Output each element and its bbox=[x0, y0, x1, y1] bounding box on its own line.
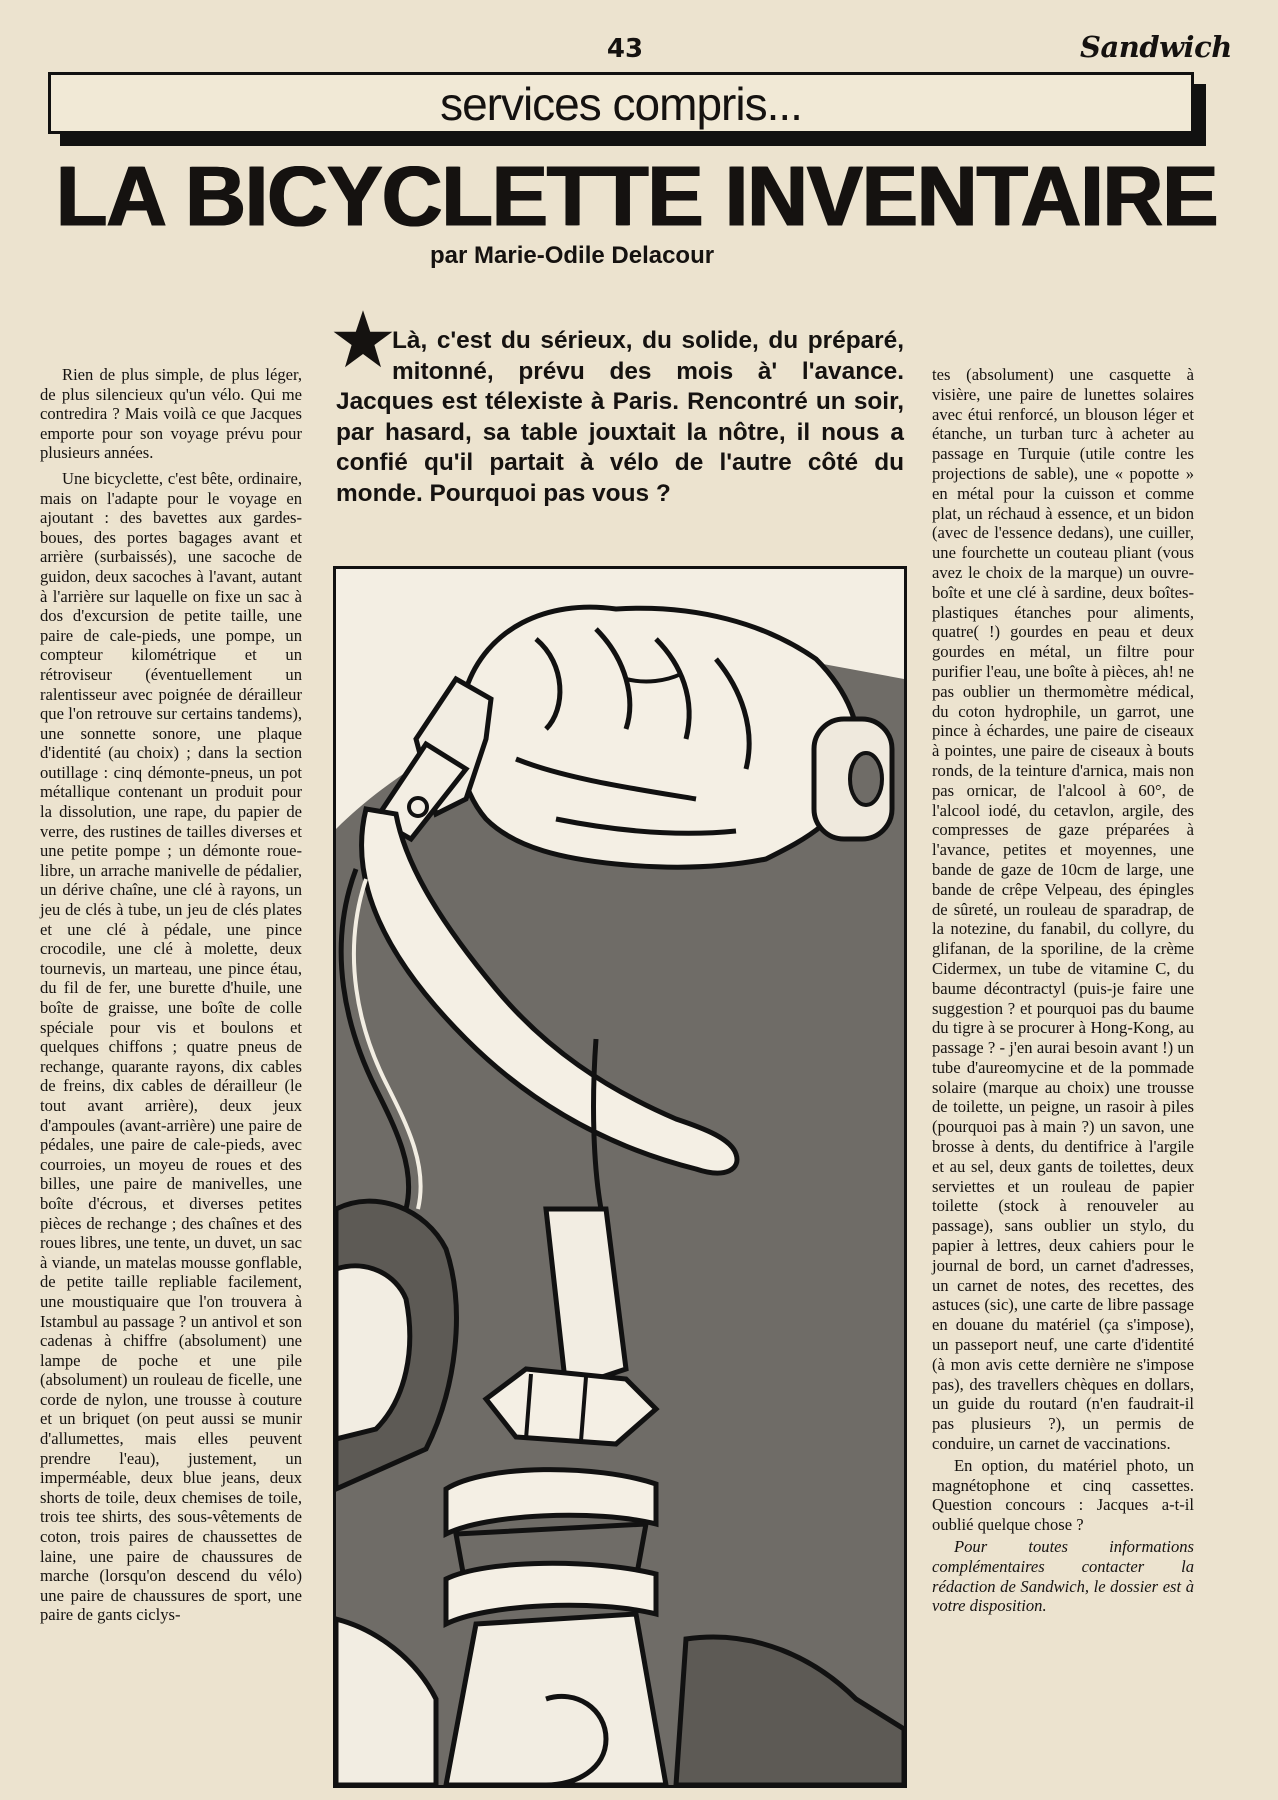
rubric-title: services compris... bbox=[440, 78, 802, 130]
rubric-banner bbox=[48, 72, 1194, 134]
page-number: 43 bbox=[606, 34, 644, 64]
right-paragraph-2: En option, du matériel photo, un magnétophone et cinq cassettes. Question concours : Jacques a-t-il oublié quelque chose ? bbox=[932, 1455, 1194, 1535]
left-paragraph-1: Rien de plus simple, de plus léger, de plus silencieux qu'un vélo. Qui me contredira ? Mais voilà ce que Jacques emporte pour son voyage prévu pour plusieurs années. bbox=[40, 365, 302, 463]
magazine-logo: Sandwich bbox=[1080, 30, 1232, 64]
right-text-column bbox=[932, 365, 1194, 1616]
left-text-column bbox=[40, 365, 302, 1625]
contact-note: Pour toutes informations complémentaires contacter la rédaction de Sandwich, le dossier est à votre disposition. bbox=[932, 1537, 1194, 1616]
left-paragraph-2: Une bicyclette, c'est bête, ordinaire, mais on l'adapte pour le voyage en ajoutant : des bavettes aux gardes-boues, des portes bagages avant et arrière (surbaissés), une sacoche de guidon, deux sacoches à l'avant, autant à l'arrière sur laquelle on fixe un sac à dos d'excursion de petite taille, une paire de cale-pieds, une pompe, un compteur kilométrique et un rétroviseur (éventuellement un ralentisseur avec poignée de dérailleur que l'on retrouve sur certains tandems), une sonnette sonore, une plaque d'identité (au choix) ; dans la section outillage : cinq démonte-pneus, un pot métallique contenant un produit pour la dissolution, une rape, du papier de verre, des rustines de tailles diverses et une petite pompe ; un démonte roue-libre, un arrache manivelle de pédalier, un dérive chaîne, une clé à rayons, un jeu de clés à tube, un jeu de clés plates et une clé à pédale, une pince crocodile, une clé à molette, deux tournevis, un marteau, une pince étau, du fil de fer, une burette d'huile, une boîte de graisse, une boîte de colle spéciale pour vis et boulons et quelques chiffons ; quatre pneus de rechange, quarante rayons, dix cables de freins, dix cables de dérailleur (le tout avant arrière), deux jeux d'ampoules (avant-arrière) une paire de pédales, une paire de cale-pieds, avec courroies, un moyeu de roues et des billes, une paire de manivelles, une boîte d'écrous, et diverses petites pièces de rechange ; des chaînes et des roues libres, une tente, un duvet, un sac à viande, un matelas mousse gonflable, de petite taille repliable facilement, une moustiquaire que l'on trouvera à Istambul au passage ? un antivol et son cadenas à chiffre (absolument) une lampe de poche et une pile (absolument) un rouleau de ficelle, une corde de nylon, une trousse à couture et un briquet (on peut aussi se munir d'allumettes, mais elles peuvent prendre l'eau), justement, un imperméable, deux blue jeans, deux shorts de toile, deux chemises de toile, trois tee shirts, des sous-vêtements de coton, trois paires de chaussettes de laine, une paire de chaussures de marche (lorsqu'on descend du vélo) une paire de chaussures de sport, une paire de gants ciclys- bbox=[40, 468, 302, 1625]
bicycle-brake-lever-hand-illustration bbox=[336, 569, 904, 1785]
brake-lever-illustration bbox=[333, 566, 907, 1788]
right-paragraph-1: tes (absolument) une casquette à visière, une paire de lunettes solaires avec étui renforcé, un blouson léger et étanche, un turban turc à acheter au passage en Turquie (utile contre les projections de sable), une « popotte » en métal pour la cuisson et comme plat, un réchaud à essence, et un bidon (avec de l'essence dedans), une cuiller, une fourchette un couteau pliant (vous avez le choix de la marque) un ouvre-boîte et une clé à sardine, deux boîtes-plastiques étanches pour aliments, quatre( !) gourdes en peau et deux gourdes en métal, un filtre pour purifier l'eau, une boîte à pièces, ah! ne pas oublier un thermomètre médical, du coton hydrophile, un garrot, une pince à échardes, une paire de ciseaux à pointes, une paire de ciseaux à bouts ronds, de la teinture d'arnica, mais non pas ornicar, de l'alcool à 60°, de l'alcool iodé, du cetavlon, argile, des compresses de gaze préparées à l'avance, petites et moyennes, une bande de gaze de 10cm de large, une bande de crêpe Velpeau, des épingles de sûreté, un rouleau de sparadrap, de la notezine, du fanabil, du collyre, du glifanan, de la sporiline, de la crème Cidermex, un tube de vitamine C, du baume décontractyl (puis-je faire une suggestion ? et pourquoi pas du baume du tigre à se procurer à Hong-Kong, au passage ? - j'en aurai besoin avant !) un tube d'aureomycine et de la pommade solaire (marque au choix) une trousse de toilette, un peigne, un rasoir à piles (pourquoi pas à main ?) un savon, une brosse à dents, du dentifrice à l'argile et au sel, deux gants de toilettes, deux serviettes et un rouleau de papier toilette (stock à renouveler au passage), sans oublier un stylo, du papier à lettres, deux cahiers pour le journal de bord, un carnet d'adresses, un carnet de notes, des recettes, des astuces (sic), une carte de libre passage en douane du matériel (ça s'impose), un passeport neuf, une carte d'identité (à mon avis cette dernière ne s'impose pas), des travellers chèques en dollars, un guide du routard (n'en faudrait-il pas plusieurs ?), un permis de conduire, un carnet de vaccinations. bbox=[932, 365, 1194, 1454]
article-title: LA BICYCLETTE INVENTAIRE bbox=[56, 148, 1218, 244]
article-byline: par Marie-Odile Delacour bbox=[430, 242, 715, 269]
article-lead: Là, c'est du sérieux, du solide, du préparé, mitonné, prévu des mois à' l'avance. Jacques est télexiste à Paris. Rencontré un soir, par hasard, sa table jouxtait la nôtre, il nous a confié qu'il partait à vélo de l'autre côté du monde. Pourquoi pas vous ? bbox=[336, 327, 904, 507]
